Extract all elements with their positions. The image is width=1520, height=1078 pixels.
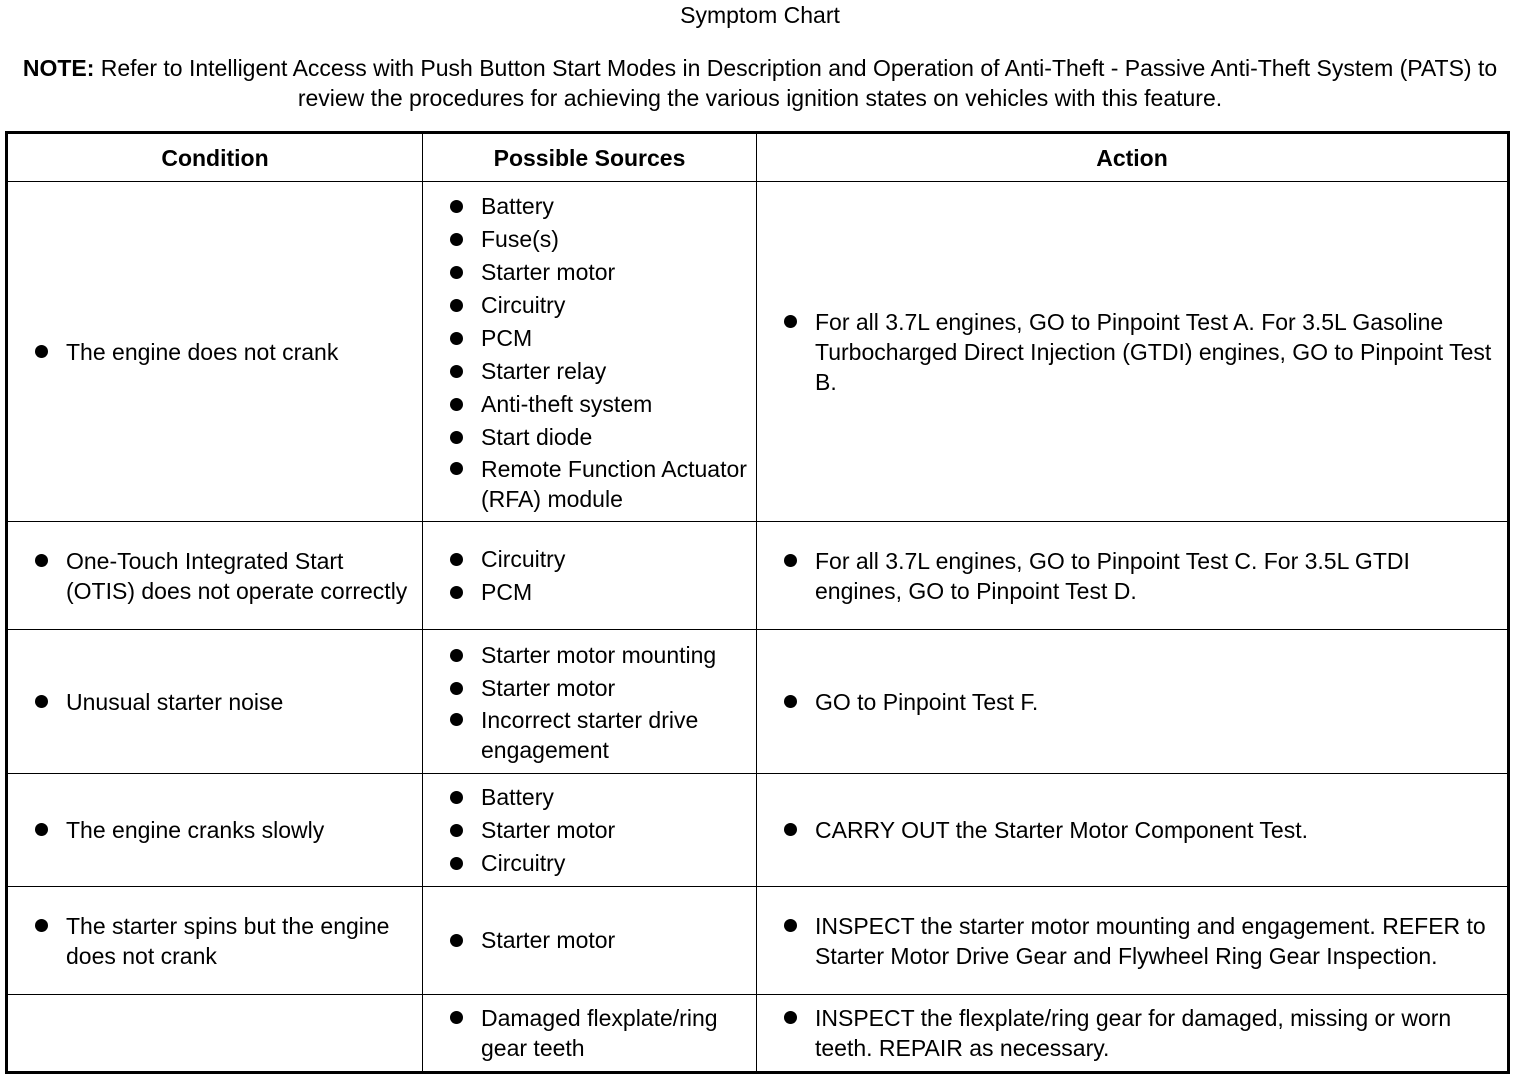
symptom-chart-table	[5, 131, 1510, 1074]
action-cell	[757, 995, 1509, 1073]
condition-text: Unusual starter noise	[8, 687, 422, 717]
action-text: CARRY OUT the Starter Motor Component Test.	[757, 815, 1507, 845]
source-item: Circuitry	[423, 543, 756, 576]
sources-cell	[423, 995, 757, 1073]
condition-cell	[7, 887, 423, 995]
condition-text: The engine does not crank	[8, 337, 422, 367]
sources-cell	[423, 774, 757, 887]
condition-cell	[7, 182, 423, 522]
source-item: PCM	[423, 576, 756, 609]
source-item: Battery	[423, 190, 756, 223]
column-header-condition: Condition	[7, 133, 423, 182]
action-text: INSPECT the flexplate/ring gear for damaged, missing or worn teeth. REPAIR as necessary.	[757, 1003, 1507, 1063]
condition-cell	[7, 630, 423, 774]
source-item: Starter motor	[423, 814, 756, 847]
source-item: Starter relay	[423, 355, 756, 388]
action-text: GO to Pinpoint Test F.	[757, 687, 1507, 717]
source-item: Damaged flexplate/ring gear teeth	[423, 1003, 756, 1063]
source-item: Starter motor	[423, 924, 756, 957]
condition-text: The engine cranks slowly	[8, 815, 422, 845]
action-cell	[757, 630, 1509, 774]
source-item: Starter motor mounting	[423, 639, 756, 672]
action-text: For all 3.7L engines, GO to Pinpoint Test C. For 3.5L GTDI engines, GO to Pinpoint Test D.	[757, 546, 1507, 606]
column-header-action: Action	[757, 133, 1509, 182]
table-row	[7, 182, 1509, 522]
sources-cell	[423, 522, 757, 630]
table-row	[7, 630, 1509, 774]
condition-cell	[7, 995, 423, 1073]
source-item: Fuse(s)	[423, 223, 756, 256]
condition-cell	[7, 522, 423, 630]
note-text: Refer to Intelligent Access with Push Button Start Modes in Description and Operation of Anti-Theft - Passive Anti-Theft System (PATS) to review the procedures for achieving the various ignition states on vehicles with this feature.	[94, 55, 1498, 111]
note-paragraph	[0, 53, 1520, 113]
action-text: INSPECT the starter motor mounting and engagement. REFER to Starter Motor Drive Gear and Flywheel Ring Gear Inspection.	[757, 911, 1507, 971]
action-text: For all 3.7L engines, GO to Pinpoint Test A. For 3.5L Gasoline Turbocharged Direct Injection (GTDI) engines, GO to Pinpoint Test B.	[757, 307, 1507, 397]
source-item: Battery	[423, 781, 756, 814]
source-item: PCM	[423, 322, 756, 355]
source-item: Incorrect starter drive engagement	[423, 705, 756, 765]
action-cell	[757, 182, 1509, 522]
table-row	[7, 887, 1509, 995]
table-header-row	[7, 133, 1509, 182]
source-item: Starter motor	[423, 256, 756, 289]
source-item: Starter motor	[423, 672, 756, 705]
table-row	[7, 522, 1509, 630]
note-label: NOTE:	[22, 55, 95, 81]
table-row	[7, 774, 1509, 887]
source-item: Remote Function Actuator (RFA) module	[423, 454, 756, 514]
condition-text: The starter spins but the engine does not crank	[8, 911, 422, 971]
source-item: Start diode	[423, 421, 756, 454]
source-item: Circuitry	[423, 289, 756, 322]
source-item: Anti-theft system	[423, 388, 756, 421]
sources-cell	[423, 182, 757, 522]
action-cell	[757, 522, 1509, 630]
page-title: Symptom Chart	[680, 2, 840, 28]
sources-cell	[423, 630, 757, 774]
column-header-possible-sources: Possible Sources	[423, 133, 757, 182]
condition-cell	[7, 774, 423, 887]
action-cell	[757, 774, 1509, 887]
source-item: Circuitry	[423, 847, 756, 880]
condition-text: One-Touch Integrated Start (OTIS) does not operate correctly	[8, 546, 422, 606]
action-cell	[757, 887, 1509, 995]
sources-cell	[423, 887, 757, 995]
table-row	[7, 995, 1509, 1073]
